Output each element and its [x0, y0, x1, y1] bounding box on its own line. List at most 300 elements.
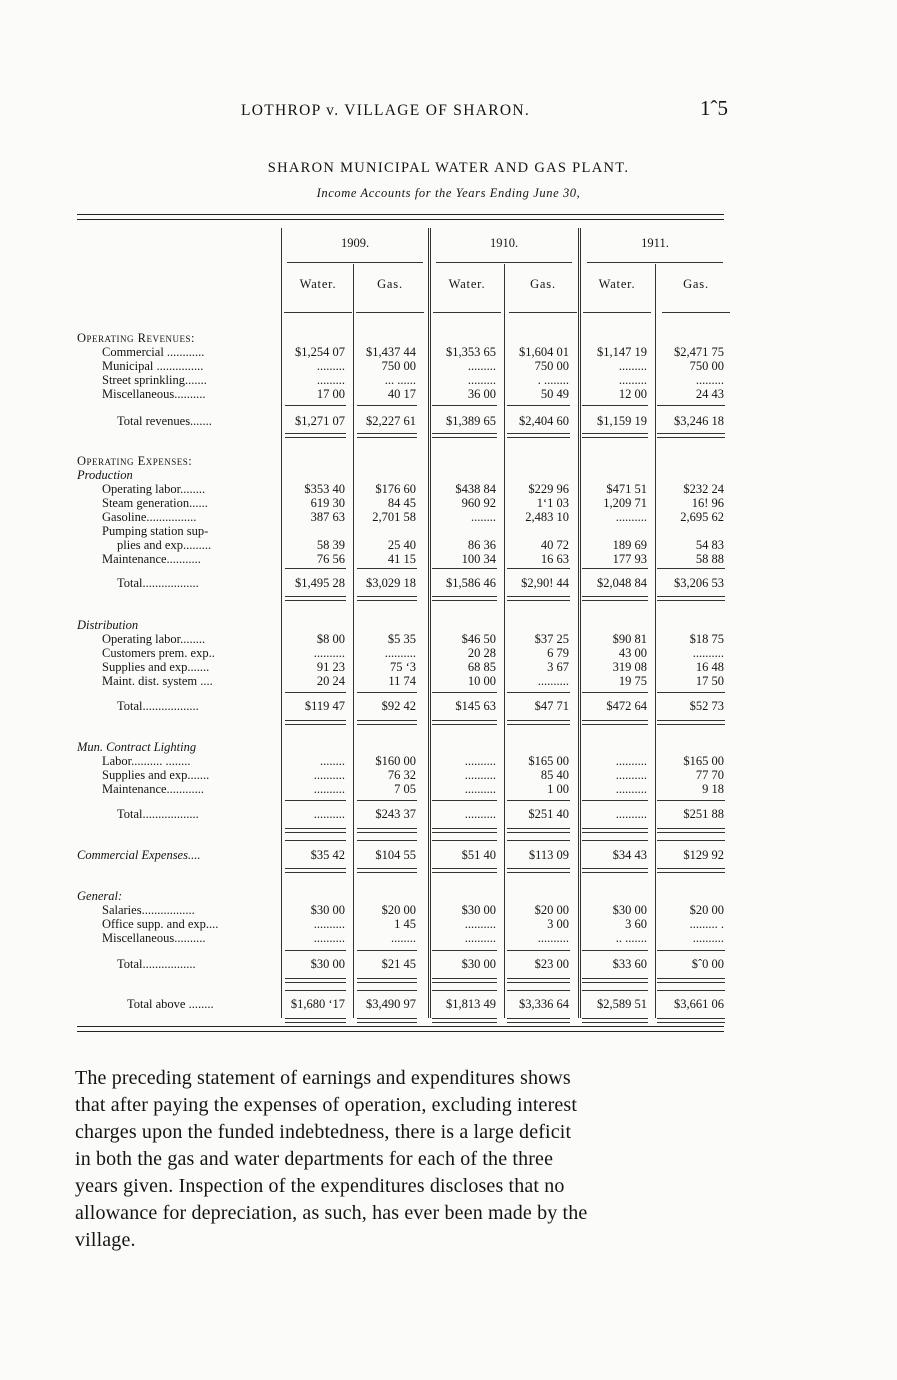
sum-rule	[582, 990, 648, 991]
cell-value: $20 00	[534, 903, 569, 917]
table-row	[77, 455, 724, 468]
cell-value: $1,159 19	[597, 414, 647, 428]
sum-rule	[657, 868, 725, 869]
cell-value: ..........	[464, 768, 496, 782]
sum-rule	[432, 978, 497, 979]
cell-value: $1,495 28	[295, 576, 345, 590]
sum-rule	[657, 720, 725, 721]
table-row	[77, 374, 724, 387]
cell-value: ..........	[384, 646, 416, 660]
cell-value: $472 64	[606, 699, 647, 713]
table-row	[77, 958, 724, 971]
sum-rule	[582, 433, 648, 434]
cell-value: 9 18	[702, 782, 724, 796]
row-label: Maintenance............	[102, 783, 205, 796]
cell-value: $1,604 01	[519, 345, 569, 359]
row-label: Operating labor........	[102, 633, 206, 646]
sum-rule	[657, 568, 725, 569]
cell-value: $3,246 18	[674, 414, 724, 428]
sum-rule	[507, 868, 570, 869]
sum-rule	[285, 596, 346, 597]
sum-rule	[285, 405, 346, 406]
sum-rule	[507, 828, 570, 829]
cell-value: 2,695 62	[680, 510, 724, 524]
header-underline	[509, 312, 577, 313]
cell-value: $1,254 07	[295, 345, 345, 359]
column-header: Gas.	[683, 277, 709, 291]
row-label: Office supp. and exp....	[102, 918, 219, 931]
cell-value: 58 88	[695, 552, 724, 566]
cell-value: $34 43	[612, 848, 647, 862]
sum-rule	[357, 978, 417, 979]
cell-value: $251 88	[683, 807, 724, 821]
sum-rule	[507, 720, 570, 721]
row-label: Operating Expenses:	[77, 455, 193, 468]
row-label: Total.................	[117, 958, 196, 971]
sum-rule	[507, 950, 570, 951]
table-row	[77, 619, 724, 632]
row-label: Total revenues.......	[117, 415, 212, 428]
sum-rule	[432, 433, 497, 434]
sum-rule	[657, 982, 725, 983]
row-label: Mun. Contract Lighting	[77, 741, 197, 754]
cell-value: $1,389 65	[446, 414, 496, 428]
bottom-rule	[77, 1026, 724, 1027]
row-label: Street sprinkling.......	[102, 374, 207, 387]
sum-rule	[582, 1018, 648, 1019]
table-row	[77, 415, 724, 428]
cell-value: $3,336 64	[519, 997, 569, 1011]
cell-value: 16! 96	[691, 496, 724, 510]
sum-rule	[285, 872, 346, 873]
year-underline	[587, 262, 723, 263]
sum-rule	[657, 405, 725, 406]
cell-value: ..........	[313, 931, 345, 945]
sum-rule	[507, 596, 570, 597]
cell-value: $2,589 51	[597, 997, 647, 1011]
body-paragraph	[75, 1065, 725, 1254]
sum-rule	[432, 872, 497, 873]
sum-rule	[582, 724, 648, 725]
sum-rule	[357, 568, 417, 569]
table-row	[77, 890, 724, 903]
row-label: Steam generation......	[102, 497, 208, 510]
cell-value: .. .......	[615, 931, 647, 945]
cell-value: 24 43	[695, 387, 724, 401]
sum-rule	[432, 600, 497, 601]
cell-value: 86 36	[467, 538, 496, 552]
table-row	[77, 633, 724, 646]
cell-value: 91 23	[316, 660, 345, 674]
cell-value: $104 55	[375, 848, 416, 862]
header-underline	[356, 312, 424, 313]
cell-value: $165 00	[528, 754, 569, 768]
cell-value: 76 32	[387, 768, 416, 782]
cell-value: 16 48	[695, 660, 724, 674]
cell-value: . ........	[537, 373, 569, 387]
sum-rule	[432, 596, 497, 597]
sum-rule	[582, 568, 648, 569]
cell-value: ..........	[313, 646, 345, 660]
cell-value: ..........	[692, 931, 724, 945]
cell-value: $92 42	[381, 699, 416, 713]
sum-rule	[582, 720, 648, 721]
cell-value: 2,701 58	[372, 510, 416, 524]
sum-rule	[285, 1022, 346, 1023]
cell-value: $1,147 19	[597, 345, 647, 359]
cell-value: ..........	[615, 807, 647, 821]
column-header: Gas.	[530, 277, 556, 291]
sum-rule	[432, 724, 497, 725]
table-row	[77, 553, 724, 566]
cell-value: $21 45	[381, 957, 416, 971]
sum-rule	[582, 600, 648, 601]
cell-value: 1 45	[394, 917, 416, 931]
row-label: Total..................	[117, 577, 199, 590]
sum-rule	[285, 832, 346, 833]
cell-value: .........	[695, 373, 724, 387]
cell-value: .........	[467, 373, 496, 387]
table-row	[77, 998, 724, 1011]
cell-value: 6 79	[547, 646, 569, 660]
sum-rule	[507, 982, 570, 983]
sum-rule	[357, 596, 417, 597]
sum-rule	[432, 720, 497, 721]
cell-value: 189 69	[612, 538, 647, 552]
cell-value: $30 00	[612, 903, 647, 917]
row-label: Supplies and exp.......	[102, 661, 210, 674]
cell-value: ..........	[464, 807, 496, 821]
cell-value: 3 67	[547, 660, 569, 674]
sum-rule	[582, 596, 648, 597]
sum-rule	[582, 840, 648, 841]
cell-value: 40 72	[540, 538, 569, 552]
row-label: Total..................	[117, 700, 199, 713]
sum-rule	[285, 950, 346, 951]
sum-rule	[582, 405, 648, 406]
sum-rule	[432, 1022, 497, 1023]
cell-value: .........	[467, 359, 496, 373]
cell-value: ..........	[615, 754, 647, 768]
cell-value: $165 00	[683, 754, 724, 768]
table-subtitle: Income Accounts for the Years Ending June 30,	[316, 186, 581, 200]
cell-value: 17 00	[316, 387, 345, 401]
sum-rule	[357, 950, 417, 951]
cell-value: 7 05	[394, 782, 416, 796]
sum-rule	[357, 840, 417, 841]
sum-rule	[357, 828, 417, 829]
table-row	[77, 918, 724, 931]
row-label: Total above ........	[127, 998, 214, 1011]
cell-value: $20 00	[689, 903, 724, 917]
cell-value: $353 40	[304, 482, 345, 496]
table-row	[77, 525, 724, 538]
sum-rule	[507, 692, 570, 693]
cell-value: 750 00	[381, 359, 416, 373]
column-header: Water.	[299, 277, 337, 291]
sum-rule	[285, 600, 346, 601]
cell-value: $2,471 75	[674, 345, 724, 359]
row-label: Maintenance...........	[102, 553, 201, 566]
sum-rule	[285, 724, 346, 725]
sum-rule	[657, 978, 725, 979]
cell-value: $2,90! 44	[521, 576, 569, 590]
cell-value: ..........	[313, 768, 345, 782]
table-row	[77, 755, 724, 768]
cell-value: 43 00	[618, 646, 647, 660]
running-head	[0, 96, 897, 126]
sum-rule	[582, 800, 648, 801]
cell-value: 960 92	[461, 496, 496, 510]
sum-rule	[285, 433, 346, 434]
year-underline	[287, 262, 423, 263]
cell-value: 319 08	[612, 660, 647, 674]
table-row	[77, 783, 724, 796]
sum-rule	[357, 1022, 417, 1023]
cell-value: ..........	[615, 782, 647, 796]
cell-value: 54 83	[695, 538, 724, 552]
cell-value: 2,483 10	[525, 510, 569, 524]
row-label: Total..................	[117, 808, 199, 821]
header-underline	[284, 312, 352, 313]
cell-value: $51 40	[461, 848, 496, 862]
sum-rule	[507, 1022, 570, 1023]
cell-value: ..........	[464, 754, 496, 768]
cell-value: $47 71	[534, 699, 569, 713]
cell-value: $243 37	[375, 807, 416, 821]
sum-rule	[507, 568, 570, 569]
cell-value: $1,437 44	[366, 345, 416, 359]
table-row	[77, 932, 724, 945]
sum-rule	[357, 868, 417, 869]
cell-value: 750 00	[534, 359, 569, 373]
cell-value: ........	[391, 931, 416, 945]
sum-rule	[507, 840, 570, 841]
table-row	[77, 483, 724, 496]
cell-value: $3,661 06	[674, 997, 724, 1011]
sum-rule	[432, 868, 497, 869]
sum-rule	[285, 978, 346, 979]
paragraph-line: years given. Inspection of the expenditures discloses that no	[75, 1175, 565, 1197]
cell-value: 19 75	[618, 674, 647, 688]
cell-value: $2,404 60	[519, 414, 569, 428]
paragraph-line: charges upon the funded indebtedness, there is a large deficit	[75, 1121, 572, 1143]
cell-value: ......... .	[689, 917, 724, 931]
cell-value: ... ......	[384, 373, 416, 387]
cell-value: ........	[471, 510, 496, 524]
table-row	[77, 904, 724, 917]
sum-rule	[432, 828, 497, 829]
column-header: Water.	[598, 277, 636, 291]
header-underline	[583, 312, 651, 313]
cell-value: $1,813 49	[446, 997, 496, 1011]
table-row	[77, 661, 724, 674]
sum-rule	[582, 978, 648, 979]
sum-rule	[357, 600, 417, 601]
sum-rule	[507, 990, 570, 991]
sum-rule	[357, 724, 417, 725]
cell-value: 1,209 71	[603, 496, 647, 510]
cell-value: $251 40	[528, 807, 569, 821]
sum-rule	[432, 840, 497, 841]
sum-rule	[582, 692, 648, 693]
cell-value: 84 45	[387, 496, 416, 510]
cell-value: 387 63	[310, 510, 345, 524]
cell-value: $46 50	[461, 632, 496, 646]
year-header: 1909.	[340, 236, 370, 250]
row-label: Commercial ............	[102, 346, 205, 359]
header-underline	[662, 312, 730, 313]
table-row	[77, 511, 724, 524]
table-row	[77, 808, 724, 821]
sum-rule	[657, 724, 725, 725]
cell-value: ..........	[313, 807, 345, 821]
cell-value: 750 00	[689, 359, 724, 373]
sum-rule	[285, 828, 346, 829]
row-label: plies and exp.........	[117, 539, 212, 552]
cell-value: $145 63	[455, 699, 496, 713]
cell-value: $471 51	[606, 482, 647, 496]
sum-rule	[507, 1018, 570, 1019]
sum-rule	[285, 1018, 346, 1019]
cell-value: 100 34	[461, 552, 496, 566]
table-row	[77, 577, 724, 590]
cell-value: $3,206 53	[674, 576, 724, 590]
column-header: Water.	[448, 277, 486, 291]
table-row	[77, 849, 724, 862]
cell-value: ..........	[464, 917, 496, 931]
cell-value: 25 40	[387, 538, 416, 552]
sum-rule	[582, 828, 648, 829]
cell-value: $33 60	[612, 957, 647, 971]
cell-value: 85 40	[540, 768, 569, 782]
paragraph-line: in both the gas and water departments for each of the three	[75, 1148, 554, 1170]
sum-rule	[357, 872, 417, 873]
cell-value: ..........	[313, 917, 345, 931]
cell-value: 619 30	[310, 496, 345, 510]
paragraph-line: village.	[75, 1229, 136, 1251]
row-label: Commercial Expenses....	[77, 849, 201, 862]
sum-rule	[357, 800, 417, 801]
bottom-rule	[77, 1031, 724, 1032]
cell-value: $1,353 65	[446, 345, 496, 359]
top-rule	[77, 214, 724, 215]
sum-rule	[285, 990, 346, 991]
cell-value: 36 00	[467, 387, 496, 401]
top-rule	[77, 219, 724, 220]
cell-value: $113 09	[528, 848, 569, 862]
cell-value: 20 24	[316, 674, 345, 688]
cell-value: ..........	[615, 768, 647, 782]
sum-rule	[357, 982, 417, 983]
cell-value: $160 00	[375, 754, 416, 768]
cell-value: .........	[618, 373, 647, 387]
cell-value: $23 00	[534, 957, 569, 971]
sum-rule	[432, 1018, 497, 1019]
row-label: Salaries.................	[102, 904, 195, 917]
cell-value: 68 85	[467, 660, 496, 674]
row-label: Pumping station sup-	[102, 525, 209, 538]
sum-rule	[432, 568, 497, 569]
cell-value: 3 60	[625, 917, 647, 931]
sum-rule	[357, 990, 417, 991]
sum-rule	[657, 800, 725, 801]
sum-rule	[432, 990, 497, 991]
sum-rule	[582, 872, 648, 873]
sum-rule	[507, 978, 570, 979]
sum-rule	[507, 437, 570, 438]
cell-value: 58 39	[316, 538, 345, 552]
cell-value: 1ʻ1 03	[536, 496, 569, 510]
cell-value: ..........	[537, 674, 569, 688]
sum-rule	[432, 950, 497, 951]
cell-value: $176 60	[375, 482, 416, 496]
row-label: Production	[77, 469, 133, 482]
cell-value: $30 00	[310, 903, 345, 917]
cell-value: 50 49	[540, 387, 569, 401]
table-row	[77, 388, 724, 401]
cell-value: ........	[320, 754, 345, 768]
row-label: Miscellaneous..........	[102, 388, 206, 401]
cell-value: $ˆ0 00	[691, 957, 724, 971]
cell-value: $18 75	[689, 632, 724, 646]
cell-value: 40 17	[387, 387, 416, 401]
year-underline	[436, 262, 572, 263]
cell-value: 11 74	[388, 674, 416, 688]
table-row	[77, 675, 724, 688]
sum-rule	[657, 840, 725, 841]
sum-rule	[357, 832, 417, 833]
cell-value: $232 24	[683, 482, 724, 496]
sum-rule	[582, 437, 648, 438]
cell-value: $2,048 84	[597, 576, 647, 590]
table-row	[77, 469, 724, 482]
sum-rule	[357, 692, 417, 693]
paragraph-line: allowance for depreciation, as such, has ever been made by the	[75, 1202, 588, 1224]
cell-value: $30 00	[461, 903, 496, 917]
cell-value: $90 81	[612, 632, 647, 646]
sum-rule	[285, 437, 346, 438]
sum-rule	[285, 868, 346, 869]
sum-rule	[507, 832, 570, 833]
cell-value: $1,680 ʻ17	[290, 997, 345, 1011]
cell-value: $129 92	[683, 848, 724, 862]
sum-rule	[657, 950, 725, 951]
sum-rule	[432, 692, 497, 693]
cell-value: 75 ʻ3	[389, 660, 416, 674]
cell-value: 16 63	[540, 552, 569, 566]
sum-rule	[507, 433, 570, 434]
year-header: 1911.	[641, 236, 669, 250]
table-row	[77, 647, 724, 660]
row-label: Distribution	[77, 619, 139, 632]
sum-rule	[432, 405, 497, 406]
cell-value: 1 00	[547, 782, 569, 796]
sum-rule	[657, 433, 725, 434]
cell-value: .........	[618, 359, 647, 373]
cell-value: 20 28	[467, 646, 496, 660]
running-title: LOTHROP v. VILLAGE OF SHARON.	[241, 102, 531, 119]
cell-value: $1,586 46	[446, 576, 496, 590]
cell-value: 12 00	[618, 387, 647, 401]
column-header: Gas.	[377, 277, 403, 291]
sum-rule	[507, 405, 570, 406]
cell-value: ..........	[692, 646, 724, 660]
sum-rule	[285, 692, 346, 693]
row-label: Municipal ...............	[102, 360, 204, 373]
sum-rule	[285, 800, 346, 801]
row-label: Supplies and exp.......	[102, 769, 210, 782]
